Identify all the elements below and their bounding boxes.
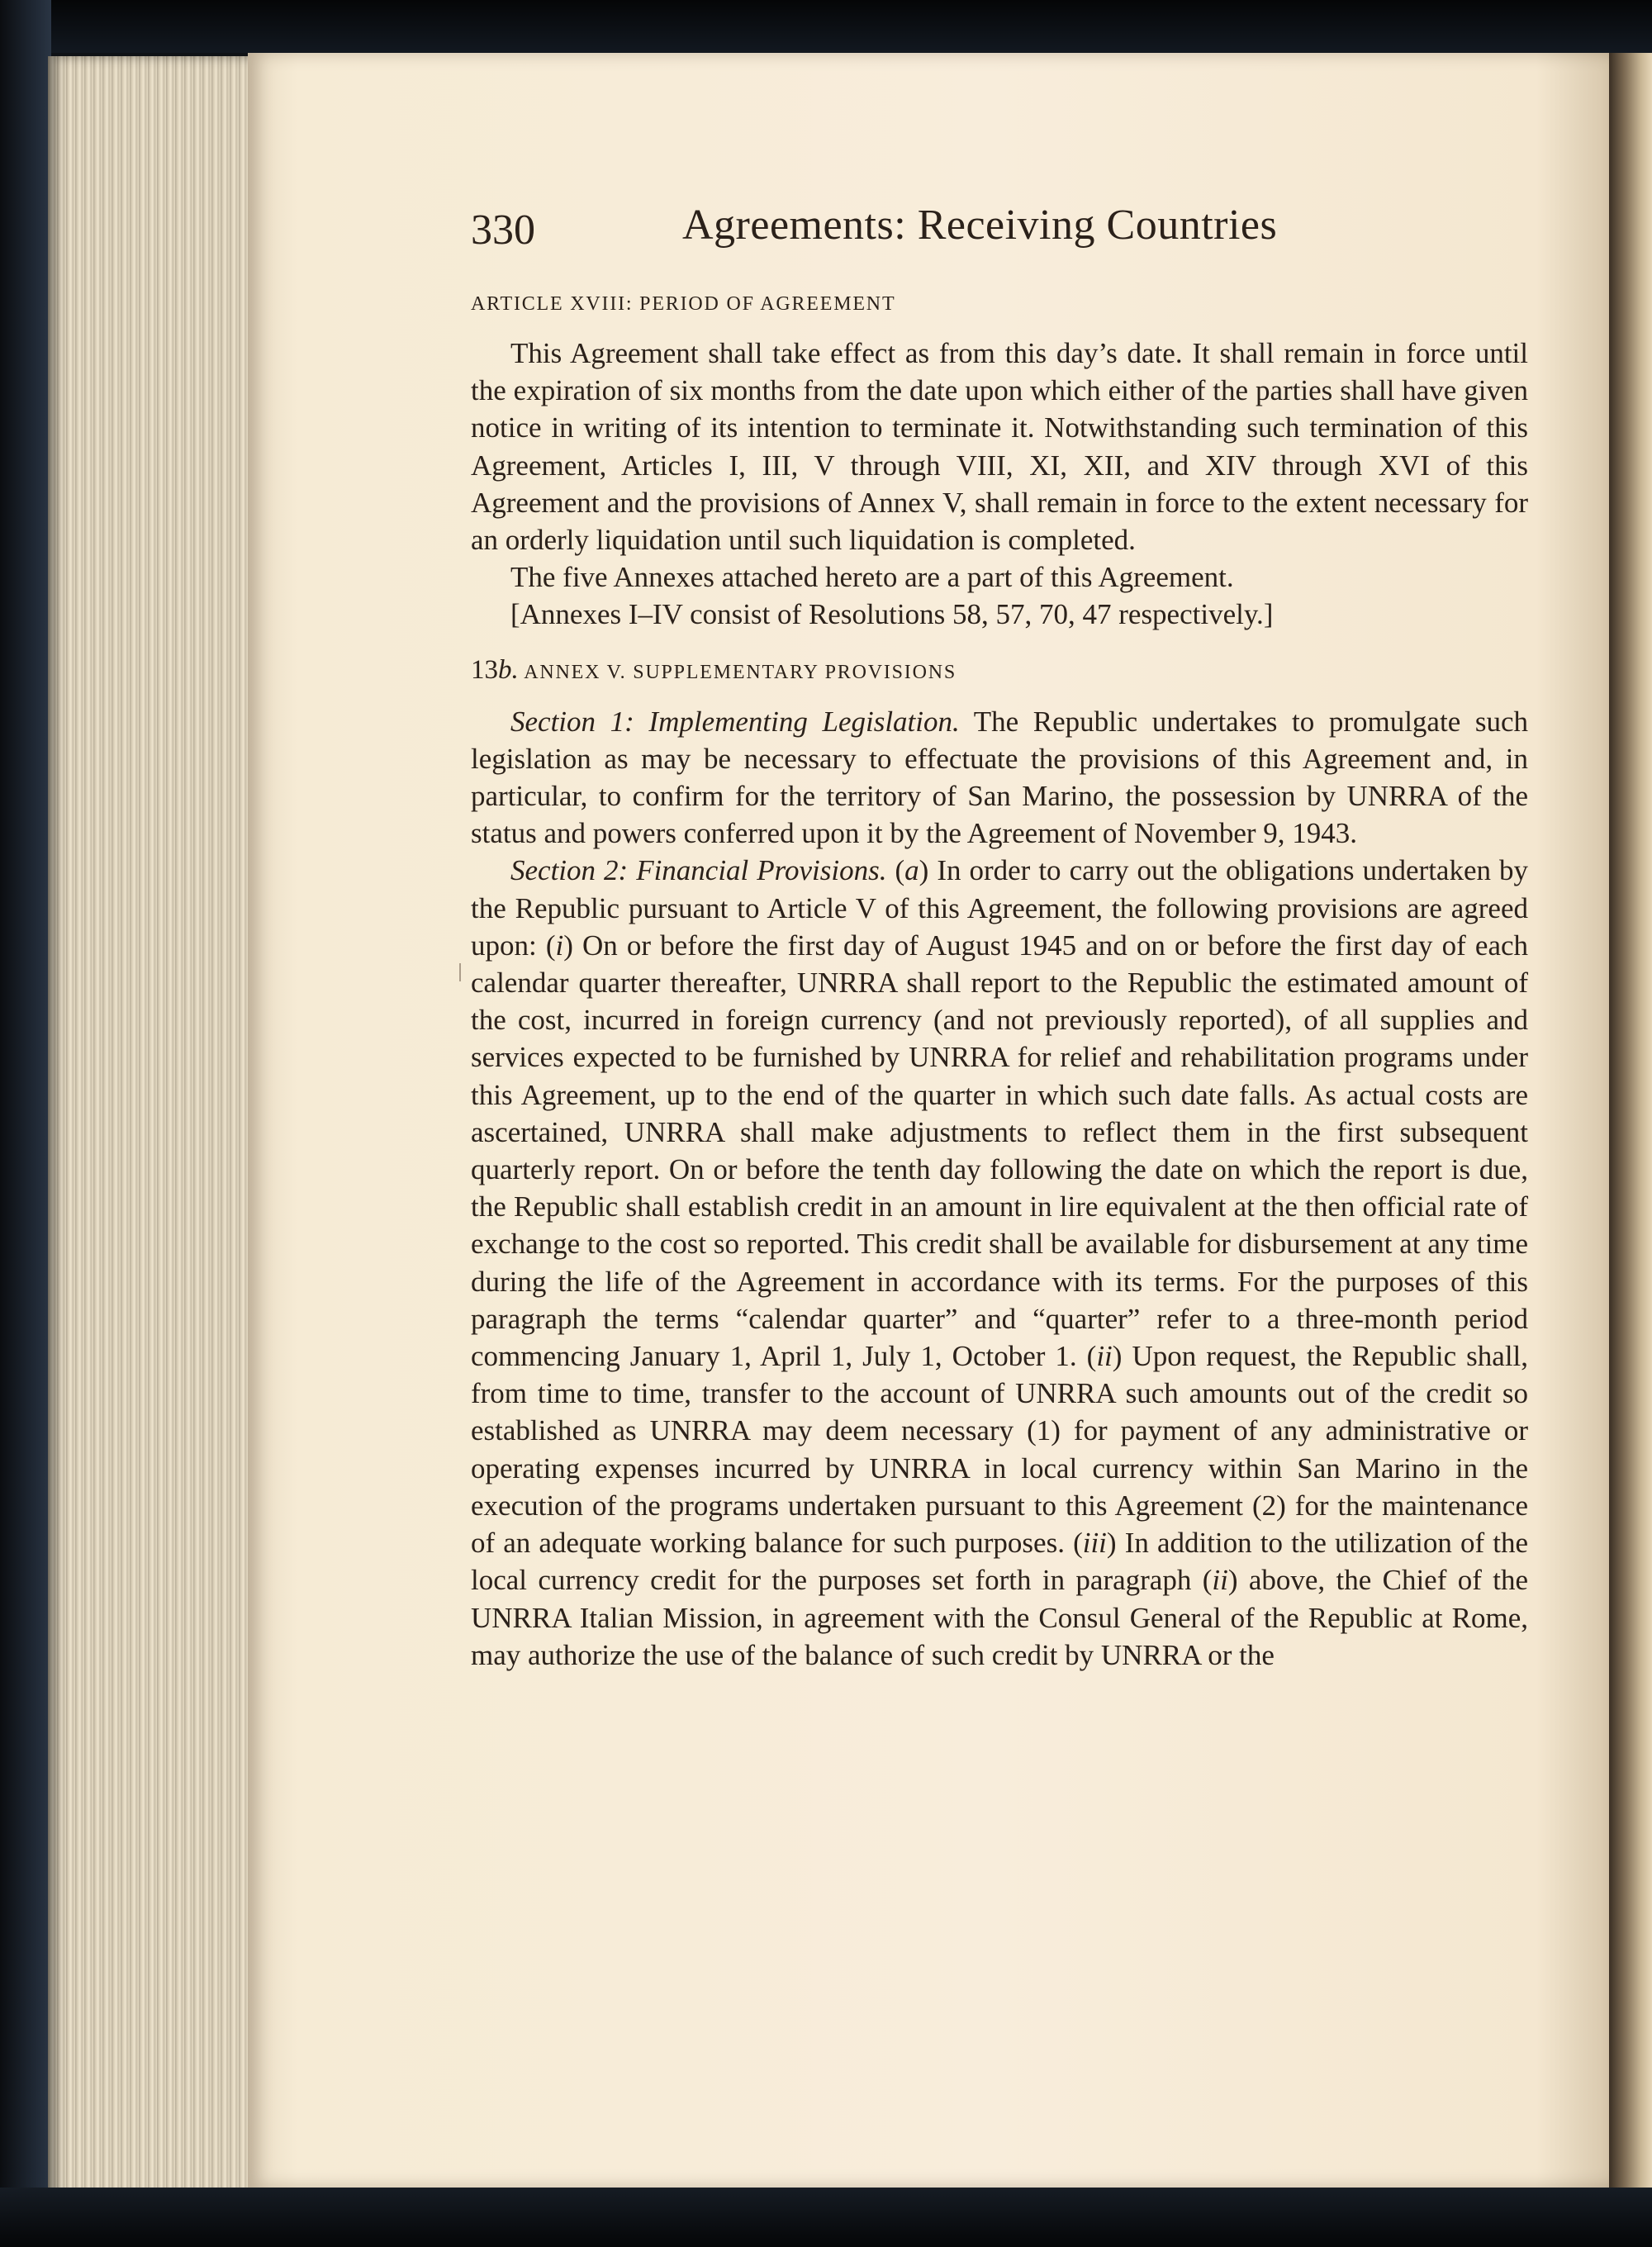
annex-v-heading bbox=[471, 652, 1528, 691]
annex-number: 13b. bbox=[471, 654, 519, 685]
annexes-note: [Annexes I–IV consist of Resolutions 58, 57, 70, 47 respectively.] bbox=[510, 598, 1274, 631]
section-2-title: Section 2: Financial Provisions. bbox=[510, 854, 887, 887]
running-title: Agreements: Receiving Countries bbox=[682, 202, 1278, 249]
article-xviii-heading: ARTICLE XVIII: PERIOD OF AGREEMENT bbox=[471, 293, 896, 315]
section-2a-text: In order to carry out the obligations undertaken by the Republic pursuant to Article V of this Agreement, the following provisions are agreed upon: bbox=[471, 854, 1529, 962]
margin-mark bbox=[459, 963, 461, 981]
page-edges-stack bbox=[48, 56, 264, 2197]
article-xviii-paragraph: This Agreement shall take effect as from this day’s date. It shall remain in force until the expiration of six months from the date upon which either of the parties shall have given notice in writing of its intention to terminate it. Notwithstanding such termination of this Agreement, Articles I, III, V through VIII, XI, XII, and XIV through XVI of this Agreement and the provisions of Annex V, shall remain in force to the extent necessary for an orderly liquidation until such liquidation is completed. bbox=[471, 337, 1528, 557]
section-1-paragraph bbox=[471, 703, 1528, 853]
book-cover-top bbox=[0, 0, 1652, 53]
section-2-paragraph: Section 2: Financial Provisions. (a) In order to carry out the obligations undertaken by the Republic pursuant to Article V of this Agreement, the following provisions are agreed upon: (i) On or before the first day of August 1945 and on or before the first day of each calendar quarter thereafter, UNRRA shall report to the Republic the estimated amount of the cost, incurred in foreign currency (and not previously reported), of all supplies and services expected to be furnished by UNRRA for relief and rehabilitation programs under this Agreement, up to the end of the quarter in which such date falls. As actual costs are ascertained, UNRRA shall make adjustments to reflect them in the first subsequent quarterly report. On or before the tenth day following the date on which the report is due, the Republic shall establish credit in an amount in lire equivalent at the then official rate of exchange to the cost so reported. This credit shall be available for disbursement at any time during the life of the Agreement in accordance with its terms. For the purposes of this paragraph the terms “calendar quarter” and “quarter” refer to a three-month period commencing January 1, April 1, July 1, October 1. (ii) Upon request, the Republic shall, from time to time, transfer to the account of UNRRA such amounts out of the credit so established as UNRRA may deem necessary (1) for payment of any administrative or operating expenses incurred by UNRRA in local currency within San Marino in the execution of the programs undertaken pursuant to this Agreement (2) for the maintenance of an adequate working balance for such purposes. (iii) In addition to the utilization of the local currency credit for the purposes set forth in paragraph (ii) above, the Chief of the UNRRA Italian Mission, in agreement with the Consul General of the Republic at Rome, may authorize the use of the balance of such credit by UNRRA or the bbox=[471, 854, 1529, 1671]
annexes-paragraph: The five Annexes attached hereto are a part of this Agreement. bbox=[510, 561, 1234, 594]
page-number: 330 bbox=[471, 207, 535, 254]
running-head bbox=[471, 188, 1528, 263]
page-body bbox=[471, 286, 1528, 1674]
section-2a-iii-text-2: above, the Chief of the UNRRA Italian Mission, in agreement with the Consul General of the Republic at Rome, may authorize the use of the balance of such credit by UNRRA or the bbox=[471, 1564, 1528, 1671]
section-2a-i-text: On or before the first day of August 1945 and on or before the first day of each calendar quarter thereafter, UNRRA shall report to the Republic the estimated amount of the cost, incurred in foreign currency (and not previously reported), of all supplies and services expected to be furnished by UNRRA for relief and rehabilitation programs under this Agreement, up to the end of the quarter in which such date falls. As actual costs are ascertained, UNRRA shall make adjustments to reflect them in the first subsequent quarterly report. On or before the tenth day following the date on which the report is due, the Republic shall establish credit in an amount in lire equivalent at the then official rate of exchange to the cost so reported. This credit shall be available for disbursement at any time during the life of the Agreement in accordance with its terms. For the purposes of this paragraph the terms “calendar quarter” and “quarter” refer to a three-month period commencing January 1, April 1, July 1, October 1. bbox=[471, 929, 1529, 1373]
section-2a-ii-text: Upon request, the Republic shall, from time to time, transfer to the account of UNRRA such amounts out of the credit so established as UNRRA may deem necessary (1) for payment of any administrative or operating expenses incurred by UNRRA in local currency within San Marino in the execution of the programs undertaken pursuant to this Agreement (2) for the maintenance of an adequate working balance for such purposes. bbox=[471, 1340, 1529, 1560]
section-1-text: The Republic undertakes to promulgate such legislation as may be necessary to effectuate the provisions of this Agreement and, in particular, to confirm for the territory of San Marino, the possession by UNRRA of the status and powers conferred upon it by the Agreement of November 9, 1943. bbox=[471, 705, 1528, 850]
book-cover-spine bbox=[0, 0, 51, 2247]
book-cover-bottom bbox=[0, 2188, 1652, 2247]
book-gutter bbox=[1609, 53, 1652, 2188]
annex-v-title: ANNEX V. SUPPLEMENTARY PROVISIONS bbox=[524, 661, 957, 683]
section-1-title: Section 1: Implementing Legislation. bbox=[510, 705, 960, 738]
section-2a-iii-text-1: In addition to the utilization of the local currency credit for the purposes set forth in paragraph bbox=[471, 1527, 1528, 1597]
